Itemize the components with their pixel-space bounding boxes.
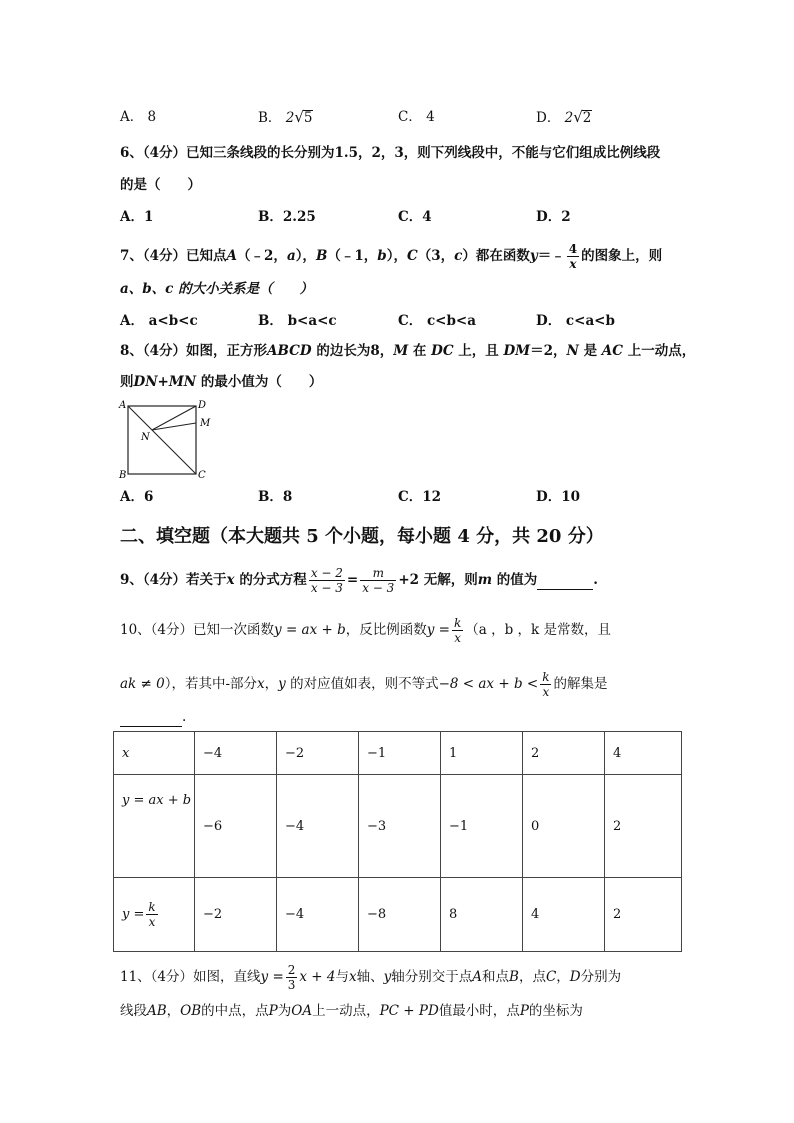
table-row bbox=[114, 775, 682, 878]
q5-option-c: C． 4 bbox=[398, 109, 435, 125]
q6-option-d: D．2 bbox=[536, 209, 571, 225]
table-cell: 4 bbox=[605, 732, 682, 775]
table-cell: y = $\frac{k}{x}$ bbox=[114, 878, 195, 952]
q9-stem: 9、（4分）若关于x 的分式方程 $\frac{x - 2}{x - 3}$ = $\frac{m}{x - 3}$ +2 无解，则m 的值为 . bbox=[120, 566, 598, 595]
table-cell: −6 bbox=[195, 775, 277, 878]
q5-option-b: B． 2√5 bbox=[258, 108, 313, 126]
table-cell: −8 bbox=[359, 878, 441, 952]
q8-stem-line1: 8、（4分）如图，正方形ABCD 的边长为8，M 在 DC 上，且 DM＝2，N 是 AC 上一动点， bbox=[120, 343, 696, 359]
q7-option-d: D． c<a<b bbox=[536, 313, 615, 329]
table-cell: 1 bbox=[441, 732, 523, 775]
q6-option-c: C．4 bbox=[398, 209, 432, 225]
table-cell: −1 bbox=[441, 775, 523, 878]
table-cell: x bbox=[114, 732, 195, 775]
label-m: M bbox=[200, 418, 211, 429]
q7-stem-line2: a、b、c 的大小关系是（ ） bbox=[120, 281, 314, 297]
table-cell: 0 bbox=[523, 775, 605, 878]
label-d: D bbox=[198, 400, 207, 411]
square-abcd-figure bbox=[118, 396, 214, 480]
table-row bbox=[114, 878, 682, 952]
values-table bbox=[113, 731, 682, 952]
q5-option-d: D． 2√2 bbox=[536, 108, 592, 126]
q11-stem-line1: 11、（4分）如图，直线y = $\frac{2}{3}$ x + 4与x轴、y轴分别交于点A和点B，点C，D分别为 bbox=[120, 963, 622, 992]
q9-answer-blank bbox=[537, 571, 593, 590]
table-cell: 2 bbox=[605, 878, 682, 952]
q5-option-a: A． 8 bbox=[120, 109, 157, 125]
label-b: B bbox=[119, 470, 127, 480]
q10-stem-line2: ak ≠ 0），若其中-部分x，y 的对应值如表，则不等式−8 < ax + b < $\frac{k}{x}$ 的解集是 bbox=[120, 670, 608, 699]
table-cell: −2 bbox=[277, 732, 359, 775]
q6-stem-line1: 6、（4分）已知三条线段的长分别为1.5，2，3，则下列线段中，不能与它们组成比例线段 bbox=[120, 145, 661, 161]
q7-stem-line1: 7、（4分）已知点A（﹣2，a），B（﹣1，b），C（3，c）都在函数y＝﹣ $\frac{4}{x}$ 的图象上，则 bbox=[120, 242, 663, 271]
label-c: C bbox=[198, 470, 206, 480]
q7-option-a: A． a<b<c bbox=[120, 313, 198, 329]
table-cell: 4 bbox=[523, 878, 605, 952]
q8-option-a: A．6 bbox=[120, 489, 154, 505]
q7-option-b: B． b<a<c bbox=[258, 313, 337, 329]
q10-answer-line: . bbox=[120, 708, 186, 727]
table-cell: 2 bbox=[605, 775, 682, 878]
table-cell: −4 bbox=[277, 775, 359, 878]
table-cell: 8 bbox=[441, 878, 523, 952]
table-cell: −2 bbox=[195, 878, 277, 952]
q8-option-d: D．10 bbox=[536, 489, 580, 505]
label-a: A bbox=[119, 400, 127, 411]
diagonal-ac bbox=[128, 406, 196, 474]
table-cell: −3 bbox=[359, 775, 441, 878]
section-heading: 二、填空题（本大题共 5 个小题，每小题 4 分，共 20 分） bbox=[120, 526, 604, 547]
q8-option-b: B．8 bbox=[258, 489, 293, 505]
q6-option-a: A．1 bbox=[120, 209, 154, 225]
table-cell: 2 bbox=[523, 732, 605, 775]
label-n: N bbox=[141, 432, 150, 443]
q6-stem-line2: 的是（ ） bbox=[120, 177, 201, 193]
table-cell: y = ax + b bbox=[114, 775, 195, 878]
q8-option-c: C．12 bbox=[398, 489, 442, 505]
q6-option-b: B．2.25 bbox=[258, 209, 316, 225]
q7-option-c: C． c<b<a bbox=[398, 313, 476, 329]
table-cell: −1 bbox=[359, 732, 441, 775]
q11-stem-line2: 线段AB，OB的中点，点P为OA上一动点，PC + PD值最小时，点P的坐标为 bbox=[120, 1003, 583, 1019]
q10-answer-blank bbox=[120, 708, 182, 727]
table-row bbox=[114, 732, 682, 775]
table-cell: −4 bbox=[277, 878, 359, 952]
table-cell: −4 bbox=[195, 732, 277, 775]
q8-stem-line2: 则DN+MN 的最小值为（ ） bbox=[120, 374, 323, 390]
q10-stem-line1: 10、（4分）已知一次函数y = ax + b，反比例函数y = $\frac{k}{x}$ （a ，b ，k 是常数，且 bbox=[120, 616, 612, 645]
